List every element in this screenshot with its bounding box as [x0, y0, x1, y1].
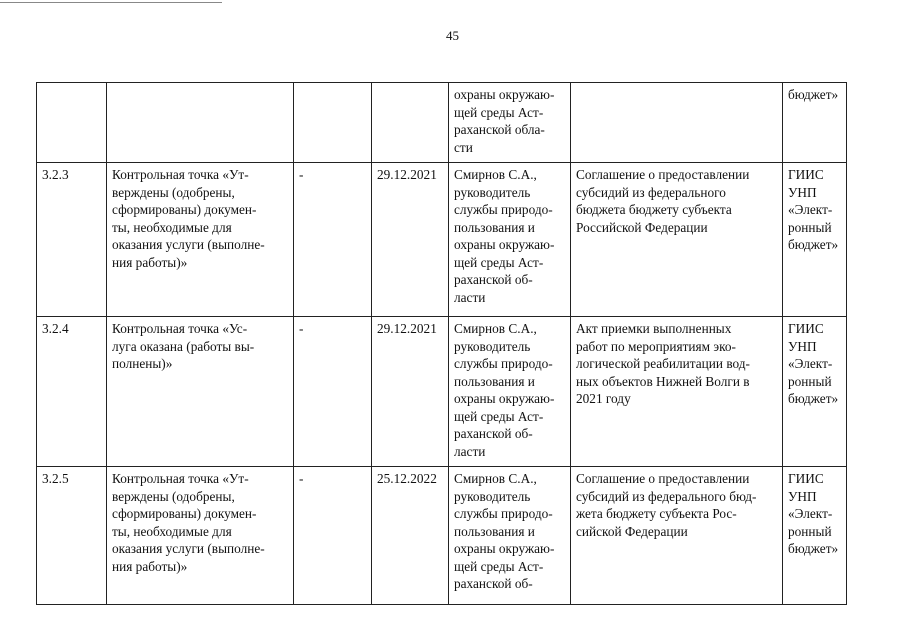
cell-num: 3.2.3: [37, 163, 107, 317]
cell-num: [37, 83, 107, 163]
cell-date: [372, 83, 449, 163]
cell-event: [107, 83, 294, 163]
top-rule: [0, 2, 222, 3]
page-number: 45: [446, 28, 459, 43]
cell-system: бюджет»: [783, 83, 847, 163]
cell-event: Контрольная точка «Ут- верждены (одобрены, сформированы) докумен- ты, необходимые для оказания услуги (выполне- ния работы)»: [107, 467, 294, 605]
table-row: [37, 317, 847, 467]
table-row: [37, 163, 847, 317]
cell-num: 3.2.4: [37, 317, 107, 467]
cell-document: [571, 83, 783, 163]
cell-system: ГИИС УНП «Элект- ронный бюджет»: [783, 317, 847, 467]
cell-document: Соглашение о предоставлении субсидий из федерального бюджета бюджету субъекта Российской Федерации: [571, 163, 783, 317]
cell-dash: [294, 83, 372, 163]
cell-date: 29.12.2021: [372, 163, 449, 317]
cell-date: 25.12.2022: [372, 467, 449, 605]
cell-event: Контрольная точка «Ут- верждены (одобрены, сформированы) докумен- ты, необходимые для оказания услуги (выполне- ния работы)»: [107, 163, 294, 317]
cell-dash: -: [294, 163, 372, 317]
cell-event: Контрольная точка «Ус- луга оказана (работы вы- полнены)»: [107, 317, 294, 467]
cell-system: ГИИС УНП «Элект- ронный бюджет»: [783, 163, 847, 317]
cell-responsible: Смирнов С.А., руководитель службы природо- пользования и охраны окружаю- щей среды Аст- раханской об-: [449, 467, 571, 605]
cell-dash: -: [294, 467, 372, 605]
cell-date: 29.12.2021: [372, 317, 449, 467]
cell-responsible: Смирнов С.А., руководитель службы природо- пользования и охраны окружаю- щей среды Аст- раханской об- ласти: [449, 317, 571, 467]
cell-document: Соглашение о предоставлении субсидий из федерального бюд- жета бюджету субъекта Рос- сийской Федерации: [571, 467, 783, 605]
cell-system: ГИИС УНП «Элект- ронный бюджет»: [783, 467, 847, 605]
table-row: [37, 467, 847, 605]
cell-responsible: Смирнов С.А., руководитель службы природо- пользования и охраны окружаю- щей среды Аст- раханской об- ласти: [449, 163, 571, 317]
schedule-table: [36, 82, 847, 605]
cell-responsible: охраны окружаю- щей среды Аст- раханской обла- сти: [449, 83, 571, 163]
cell-dash: -: [294, 317, 372, 467]
cell-document: Акт приемки выполненных работ по мероприятиям эко- логической реабилитации вод- ных объектов Нижней Волги в 2021 году: [571, 317, 783, 467]
table-row: [37, 83, 847, 163]
cell-num: 3.2.5: [37, 467, 107, 605]
